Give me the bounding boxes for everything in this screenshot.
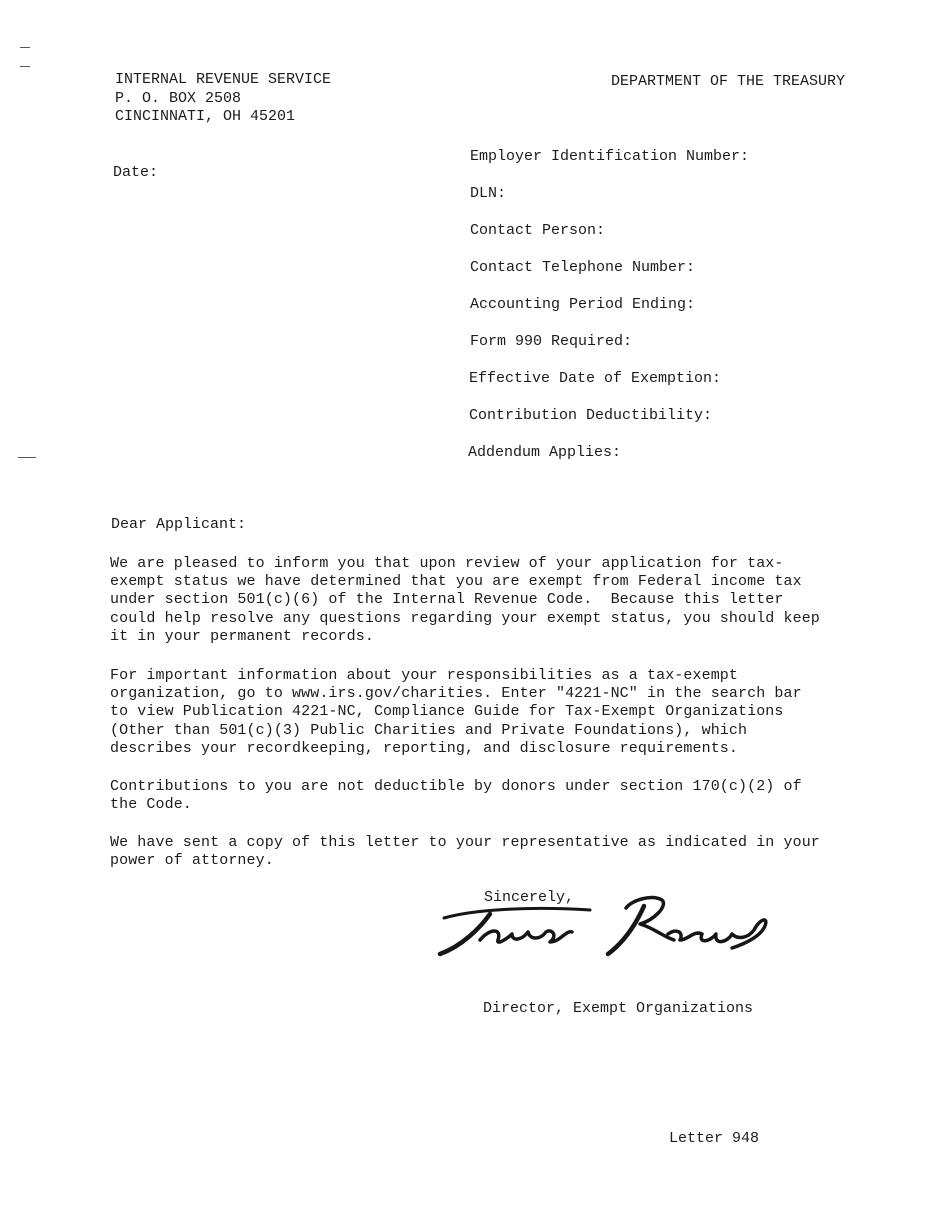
accounting-period-label: Accounting Period Ending: [470, 296, 696, 313]
paragraph-line: under section 501(c)(6) of the Internal Revenue Code. Because this letter [110, 591, 784, 609]
sender-line-2: P. O. BOX 2508 [115, 90, 242, 107]
paragraph-representative [110, 834, 850, 870]
form-990-label: Form 990 Required: [470, 333, 633, 350]
contact-phone-label: Contact Telephone Number: [470, 259, 696, 276]
margin-mark [20, 66, 30, 67]
paragraph-line: Contributions to you are not deductible by donors under section 170(c)(2) of [110, 778, 802, 795]
paragraph-line: We have sent a copy of this letter to your representative as indicated in your [110, 834, 820, 851]
letter-number: Letter 948 [669, 1130, 760, 1147]
department-heading: DEPARTMENT OF THE TREASURY [611, 73, 846, 90]
paragraph-line: power of attorney. [110, 852, 274, 870]
paragraph-contributions [110, 778, 850, 814]
closing: Sincerely, [484, 889, 575, 906]
addendum-label: Addendum Applies: [468, 444, 622, 461]
paragraph-line: the Code. [110, 796, 192, 814]
paragraph-line: (Other than 501(c)(3) Public Charities and Private Foundations), which [110, 721, 748, 739]
date-label: Date: [113, 164, 159, 181]
paragraph-line: to view Publication 4221-NC, Compliance Guide for Tax-Exempt Organizations [110, 703, 784, 721]
paragraph-line: For important information about your responsibilities as a tax-exempt [110, 667, 739, 684]
margin-mark [20, 47, 30, 48]
paragraph-exemption [110, 555, 850, 646]
paragraph-responsibilities [110, 667, 850, 758]
effective-date-label: Effective Date of Exemption: [469, 370, 722, 387]
deductibility-label: Contribution Deductibility: [469, 407, 713, 424]
salutation: Dear Applicant: [111, 516, 247, 533]
ein-label: Employer Identification Number: [470, 148, 750, 165]
paragraph-line: could help resolve any questions regarding your exempt status, you should keep [110, 609, 820, 627]
dln-label: DLN: [470, 185, 507, 202]
paragraph-line: exempt status we have determined that you are exempt from Federal income tax [110, 573, 802, 591]
signature [432, 888, 777, 968]
paragraph-line: it in your permanent records. [110, 627, 374, 645]
paragraph-line: We are pleased to inform you that upon review of your application for tax- [110, 555, 784, 572]
sender-line-3: CINCINNATI, OH 45201 [115, 108, 296, 125]
signer-title: Director, Exempt Organizations [483, 1000, 754, 1017]
signature-icon [432, 888, 777, 963]
sender-line-1: INTERNAL REVENUE SERVICE [115, 71, 332, 88]
paragraph-line: describes your recordkeeping, reporting, and disclosure requirements. [110, 739, 739, 757]
contact-person-label: Contact Person: [470, 222, 606, 239]
paragraph-line: organization, go to www.irs.gov/charities. Enter "4221-NC" in the search bar [110, 685, 802, 703]
margin-mark [18, 457, 36, 458]
